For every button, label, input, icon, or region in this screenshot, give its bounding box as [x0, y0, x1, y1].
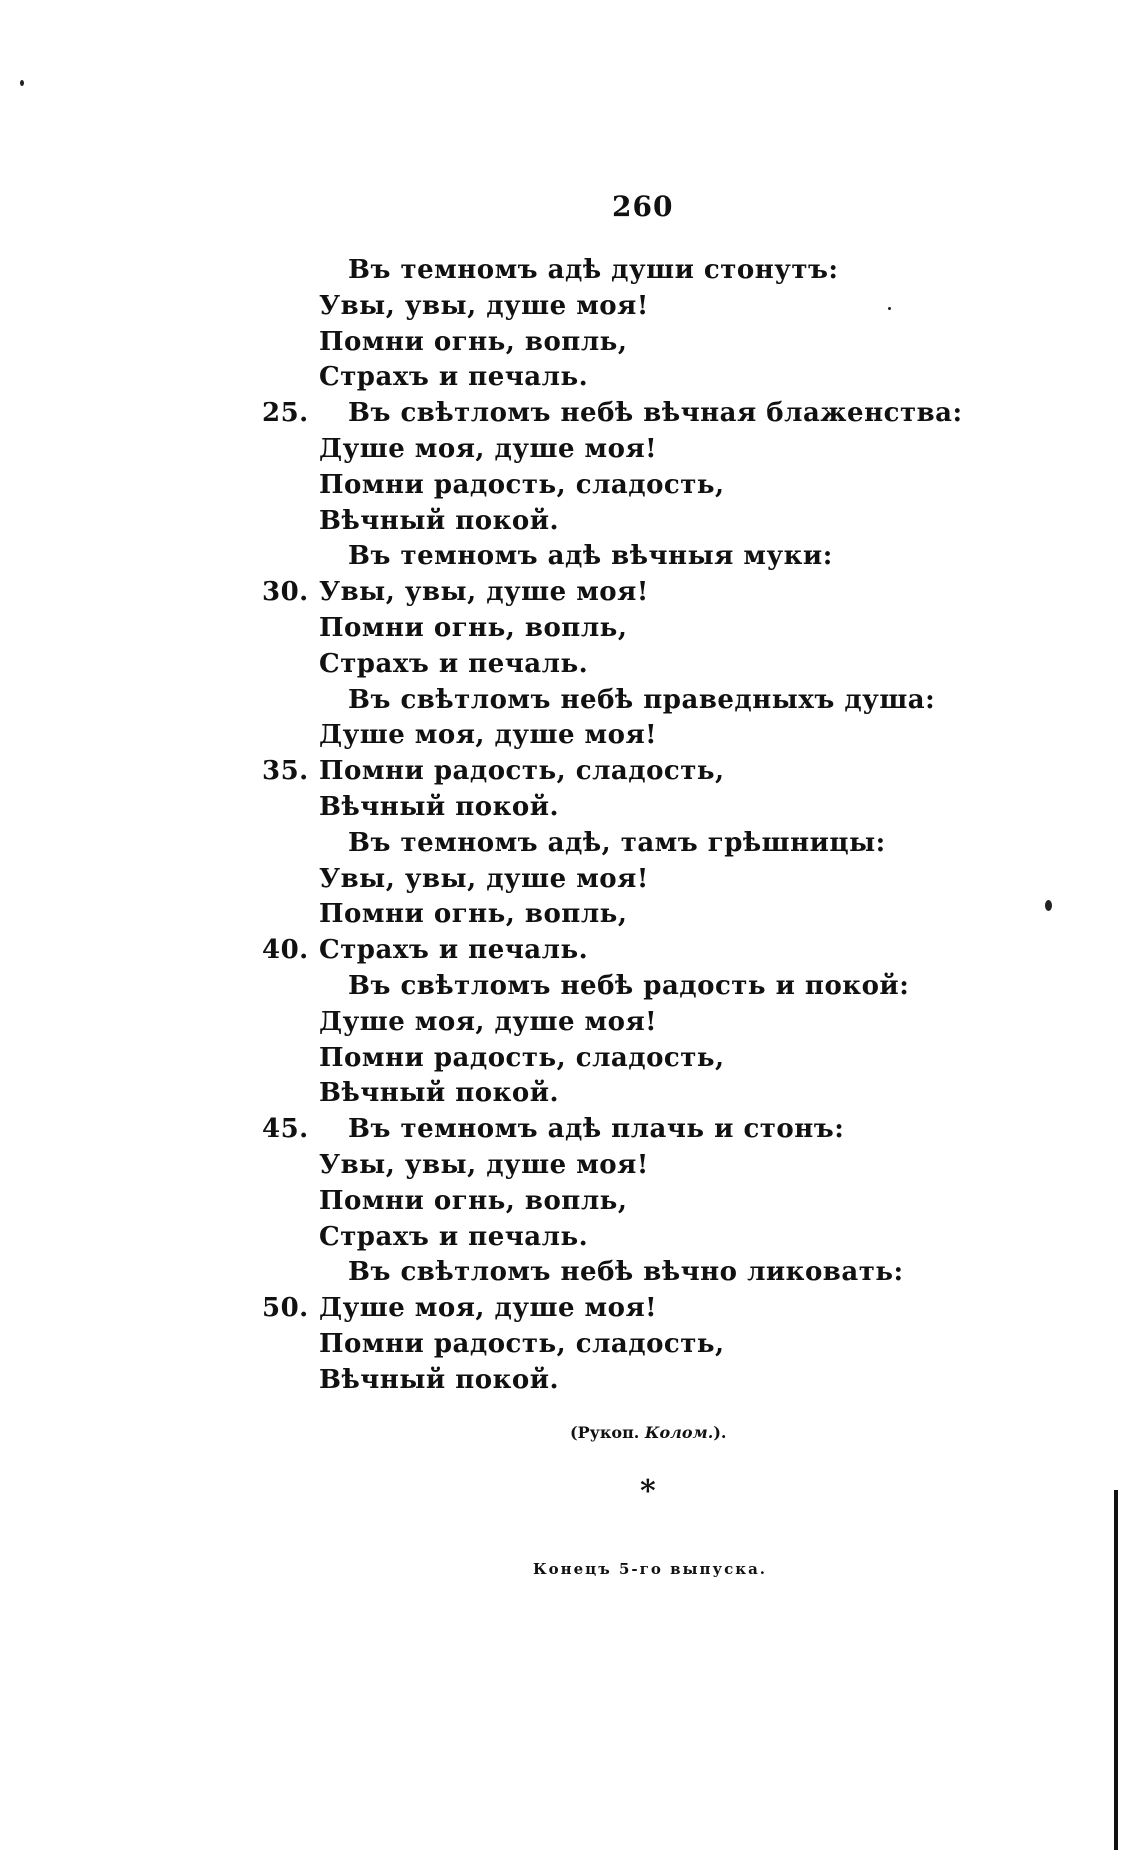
- poem-line: [262, 396, 962, 432]
- source-note-italic: Колом.: [644, 1423, 714, 1442]
- poem-line: [262, 432, 962, 468]
- line-text: Въ свѣтломъ небѣ вѣчная блаженства:: [348, 398, 963, 429]
- poem-line: [262, 1291, 962, 1327]
- poem-line: [262, 1005, 962, 1041]
- source-note: [570, 1423, 726, 1442]
- line-text: Увы, увы, душе моя!: [319, 1149, 649, 1180]
- line-text: Увы, увы, душе моя!: [319, 863, 649, 894]
- poem-line: [262, 1255, 962, 1291]
- line-text: Въ темномъ адѣ, тамъ грѣшницы:: [348, 827, 886, 858]
- poem-line: [262, 468, 962, 504]
- poem-line: [262, 790, 962, 826]
- poem-line: [262, 862, 962, 898]
- poem-body: [262, 253, 962, 1399]
- page-number: 260: [612, 190, 674, 223]
- line-text: Страхъ и печаль.: [319, 1221, 589, 1252]
- line-text: Въ темномъ адѣ души стонутъ:: [348, 255, 839, 285]
- poem-line: [262, 897, 962, 933]
- poem-line: [262, 325, 962, 361]
- poem-line: [262, 289, 962, 325]
- line-text: Помни радость, сладость,: [319, 1328, 725, 1359]
- end-of-issue-note: Конецъ 5-го выпуска.: [533, 1560, 768, 1578]
- source-note-suffix: ).: [713, 1423, 727, 1442]
- poem-line: [262, 754, 962, 790]
- poem-line: [262, 683, 962, 719]
- poem-line: [262, 826, 962, 862]
- poem-line: [262, 718, 962, 754]
- poem-line: [262, 1327, 962, 1363]
- poem-line: [262, 933, 962, 969]
- line-text: Въ свѣтломъ небѣ радость и покой:: [348, 970, 910, 1001]
- line-text: Вѣчный покой.: [319, 1078, 560, 1109]
- poem-line: [262, 1041, 962, 1077]
- poem-line: [262, 253, 962, 289]
- poem-line: [262, 575, 962, 611]
- poem-line: [262, 1363, 962, 1399]
- section-asterisk: *: [640, 1474, 656, 1509]
- line-text: Увы, увы, душе моя!: [319, 290, 649, 321]
- scan-speck: [1045, 900, 1052, 911]
- line-text: Увы, увы, душе моя!: [319, 577, 649, 608]
- scan-speck: [20, 80, 24, 86]
- poem-line: [262, 1220, 962, 1256]
- scan-speck: [888, 307, 891, 310]
- line-text: Страхъ и печаль.: [319, 362, 589, 393]
- poem-line: [262, 504, 962, 540]
- poem-line: [262, 969, 962, 1005]
- poem-line: [262, 647, 962, 683]
- poem-line: [262, 1112, 962, 1148]
- line-number: 35.: [262, 756, 309, 787]
- line-text: Вѣчный покой.: [319, 1364, 560, 1395]
- line-text: Въ темномъ адѣ вѣчныя муки:: [348, 541, 833, 572]
- line-number: 50.: [262, 1293, 309, 1324]
- poem-line: [262, 1076, 962, 1112]
- line-text: Страхъ и печаль.: [319, 648, 589, 679]
- source-note-prefix: (Рукоп.: [570, 1423, 645, 1442]
- line-text: Помни огнь, вопль,: [319, 612, 628, 643]
- scan-edge-shadow: [1114, 1490, 1118, 1850]
- line-number: 25.: [262, 398, 309, 429]
- line-text: Помни радость, сладость,: [319, 756, 725, 787]
- poem-line: [262, 1148, 962, 1184]
- line-text: Помни огнь, вопль,: [319, 326, 628, 357]
- line-text: Помни радость, сладость,: [319, 1042, 725, 1073]
- poem-line: [262, 611, 962, 647]
- line-text: Въ свѣтломъ небѣ вѣчно ликовать:: [348, 1257, 904, 1288]
- line-number: 45.: [262, 1114, 309, 1145]
- line-text: Помни радость, сладость,: [319, 469, 725, 500]
- line-text: Вѣчный покой.: [319, 791, 560, 822]
- line-number: 40.: [262, 935, 309, 966]
- line-text: Душе моя, душе моя!: [319, 433, 658, 464]
- poem-line: [262, 360, 962, 396]
- line-text: Душе моя, душе моя!: [319, 1006, 658, 1037]
- poem-line: [262, 1184, 962, 1220]
- line-text: Помни огнь, вопль,: [319, 1185, 628, 1216]
- line-text: Душе моя, душе моя!: [319, 1293, 658, 1324]
- line-text: Въ свѣтломъ небѣ праведныхъ душа:: [348, 684, 936, 715]
- line-text: Помни огнь, вопль,: [319, 899, 628, 930]
- line-text: Страхъ и печаль.: [319, 935, 589, 966]
- line-text: Въ темномъ адѣ плачь и стонъ:: [348, 1114, 845, 1145]
- line-text: Вѣчный покой.: [319, 505, 560, 536]
- line-number: 30.: [262, 577, 309, 608]
- poem-line: [262, 539, 962, 575]
- line-text: Душе моя, душе моя!: [319, 720, 658, 751]
